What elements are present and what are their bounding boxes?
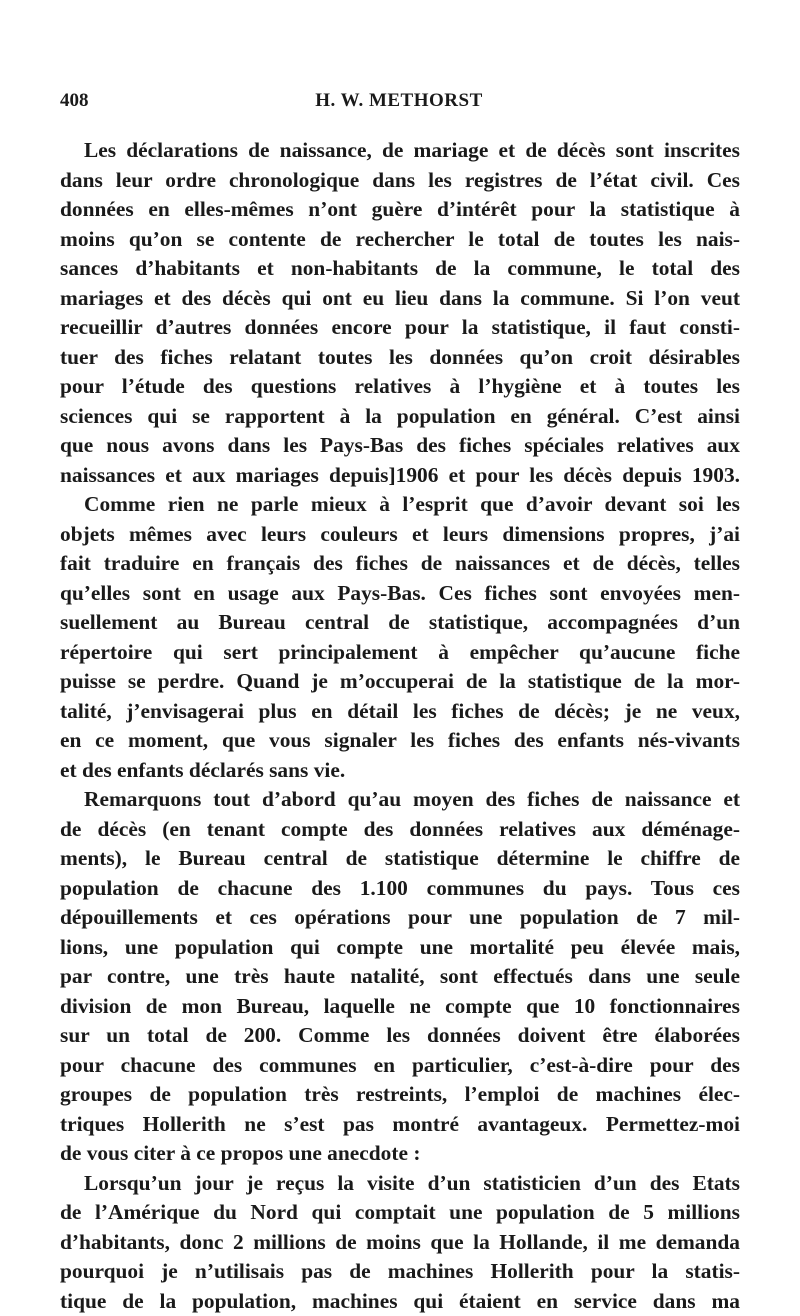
text-line: recueillir d’autres données encore pour la statistique, il faut consti- <box>60 313 740 343</box>
text-line: pour chacune des communes en particulier, c’est-à-dire pour des <box>60 1051 740 1081</box>
text-line: par contre, une très haute natalité, sont effectués dans une seule <box>60 962 740 992</box>
text-line: sciences qui se rapportent à la population en général. C’est ainsi <box>60 402 740 432</box>
text-line: ments), le Bureau central de statistique détermine le chiffre de <box>60 844 740 874</box>
text-line: fait traduire en français des fiches de naissances et de décès, telles <box>60 549 740 579</box>
text-line: de l’Amérique du Nord qui comptait une population de 5 millions <box>60 1198 740 1228</box>
text-line: Remarquons tout d’abord qu’au moyen des fiches de naissance et <box>60 785 740 815</box>
text-line: naissances et aux mariages depuis]1906 et pour les décès depuis 1903. <box>60 461 740 491</box>
text-line: données en elles-mêmes n’ont guère d’intérêt pour la statistique à <box>60 195 740 225</box>
text-line: de décès (en tenant compte des données relatives aux déménage- <box>60 815 740 845</box>
text-line: triques Hollerith ne s’est pas montré avantageux. Permettez-moi <box>60 1110 740 1140</box>
text-line: Les déclarations de naissance, de mariage et de décès sont inscrites <box>60 136 740 166</box>
text-line: dépouillements et ces opérations pour une population de 7 mil- <box>60 903 740 933</box>
running-header <box>60 90 738 120</box>
text-line: Lorsqu’un jour je reçus la visite d’un statisticien d’un des Etats <box>60 1169 740 1199</box>
text-line: et des enfants déclarés sans vie. <box>60 756 740 786</box>
text-line: pourquoi je n’utilisais pas de machines Hollerith pour la statis- <box>60 1257 740 1287</box>
text-line: Comme rien ne parle mieux à l’esprit que d’avoir devant soi les <box>60 490 740 520</box>
text-line: talité, j’envisagerai plus en détail les fiches de décès; je ne veux, <box>60 697 740 727</box>
text-line: que nous avons dans les Pays-Bas des fiches spéciales relatives aux <box>60 431 740 461</box>
text-line: sur un total de 200. Comme les données doivent être élaborées <box>60 1021 740 1051</box>
text-line: d’habitants, donc 2 millions de moins que la Hollande, il me demanda <box>60 1228 740 1258</box>
text-line: tuer des fiches relatant toutes les données qu’on croit désirables <box>60 343 740 373</box>
text-line: groupes de population très restreints, l’emploi de machines élec- <box>60 1080 740 1110</box>
text-line: en ce moment, que vous signaler les fiches des enfants nés-vivants <box>60 726 740 756</box>
text-line: puisse se perdre. Quand je m’occuperai de la statistique de la mor- <box>60 667 740 697</box>
page-number: 408 <box>60 90 89 112</box>
body-text <box>60 136 740 1316</box>
text-line: dans leur ordre chronologique dans les registres de l’état civil. Ces <box>60 166 740 196</box>
text-line: répertoire qui sert principalement à empêcher qu’aucune fiche <box>60 638 740 668</box>
text-line: suellement au Bureau central de statistique, accompagnées d’un <box>60 608 740 638</box>
text-line: pour l’étude des questions relatives à l’hygiène et à toutes les <box>60 372 740 402</box>
text-line: qu’elles sont en usage aux Pays-Bas. Ces fiches sont envoyées men- <box>60 579 740 609</box>
paragraph-3 <box>60 785 740 1169</box>
text-line: moins qu’on se contente de rechercher le total de toutes les nais- <box>60 225 740 255</box>
text-line: division de mon Bureau, laquelle ne compte que 10 fonctionnaires <box>60 992 740 1022</box>
paragraph-1 <box>60 136 740 490</box>
text-line: de vous citer à ce propos une anecdote : <box>60 1139 740 1169</box>
text-line: lions, une population qui compte une mortalité peu élevée mais, <box>60 933 740 963</box>
text-line: objets mêmes avec leurs couleurs et leurs dimensions propres, j’ai <box>60 520 740 550</box>
text-line: population de chacune des 1.100 communes du pays. Tous ces <box>60 874 740 904</box>
text-line: tique de la population, machines qui étaient en service dans ma <box>60 1287 740 1316</box>
running-header-author: H. W. METHORST <box>60 90 738 112</box>
text-line: mariages et des décès qui ont eu lieu dans la commune. Si l’on veut <box>60 284 740 314</box>
text-line: sances d’habitants et non-habitants de la commune, le total des <box>60 254 740 284</box>
paragraph-2 <box>60 490 740 785</box>
paragraph-4 <box>60 1169 740 1316</box>
